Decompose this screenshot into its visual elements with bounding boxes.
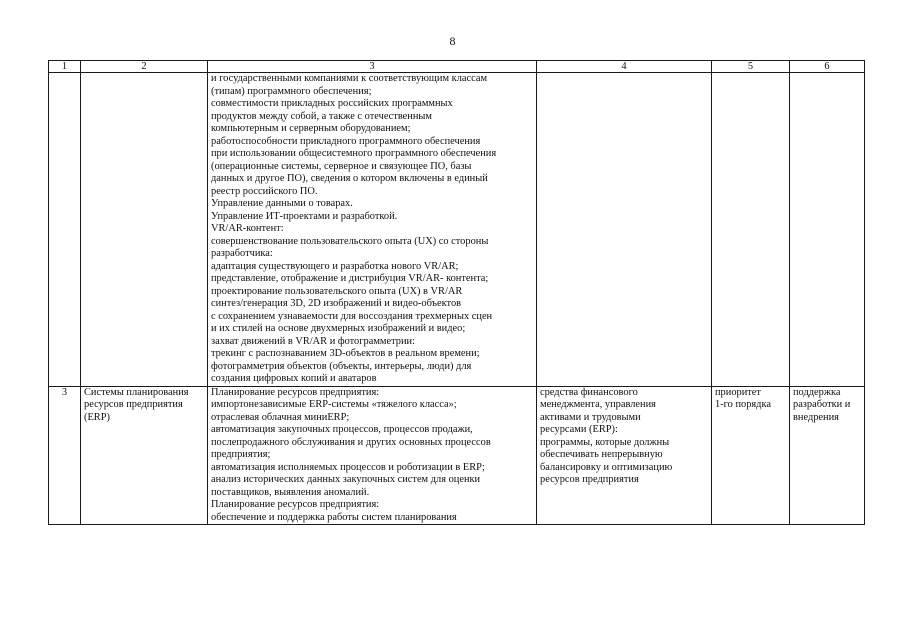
text-line: разработки и xyxy=(793,399,851,410)
text-line: ресурсов предприятия xyxy=(84,399,183,410)
text-line: предприятия; xyxy=(211,449,271,460)
text-line: трекинг с распознаванием 3D-объектов в реальном времени; xyxy=(211,348,480,359)
text-line: (операционные системы, серверное и связующее ПО, базы xyxy=(211,160,472,172)
table-row-3 xyxy=(49,386,865,525)
header-col-5: 5 xyxy=(712,61,790,73)
text-line: послепродажного обслуживания и других основных процессов xyxy=(211,436,491,448)
table-row-continued xyxy=(49,73,865,387)
text-line: менеджмента, управления xyxy=(540,399,656,410)
text-line: синтез/генерация 3D, 2D изображений и видео-объектов xyxy=(211,298,462,309)
text-line: и их стилей на основе двухмерных изображений и видео; xyxy=(211,323,466,334)
text-line: и государственными компаниями к соответствующим классам xyxy=(211,73,488,84)
document-table xyxy=(48,60,865,525)
text-line: работоспособности прикладного программного обеспечения xyxy=(211,135,481,147)
cell-support xyxy=(790,386,865,525)
text-line: Планирование ресурсов предприятия: xyxy=(211,386,380,398)
text-line: внедрения xyxy=(793,411,839,423)
text-line: Управление данными о товарах. xyxy=(211,198,353,209)
text-line: приоритет xyxy=(715,386,761,398)
text-line: VR/AR-контент: xyxy=(211,223,284,234)
header-col-3: 3 xyxy=(208,61,537,73)
text-line: средства финансового xyxy=(540,386,638,398)
cell-tools xyxy=(537,73,712,387)
text-line: продуктов между собой, а также с отечественным xyxy=(211,110,432,122)
text-line: (типам) программного обеспечения; xyxy=(211,85,372,97)
text-line: импортонезависимые ERP-системы «тяжелого класса»; xyxy=(211,399,457,410)
text-line: Системы планирования xyxy=(84,386,189,398)
text-line: представление, отображение и дистрибуция VR/AR- контента; xyxy=(211,273,489,284)
text-line: автоматизация закупочных процессов, процессов продажи, xyxy=(211,424,473,435)
page-number: 8 xyxy=(449,34,456,48)
text-line: программы, которые должны xyxy=(540,436,670,448)
text-line: проектирование пользовательского опыта (UX) в VR/AR xyxy=(211,285,463,297)
text-line: с сохранением узнаваемости для воссоздания трехмерных сцен xyxy=(211,310,493,322)
text-line: реестр российского ПО. xyxy=(211,185,318,197)
text-line: автоматизация исполняемых процессов и роботизации в ERP; xyxy=(211,461,485,473)
cell-priority xyxy=(712,73,790,387)
text-line: Планирование ресурсов предприятия: xyxy=(211,499,380,510)
text-line: балансировку и оптимизацию xyxy=(540,461,673,473)
cell-num: 3 xyxy=(49,386,81,525)
cell-description xyxy=(208,386,537,525)
text-line: отраслевая облачная миниERP; xyxy=(211,411,350,423)
text-line: совместимости прикладных российских программных xyxy=(211,98,453,109)
text-line: захват движений в VR/AR и фотограмметрии: xyxy=(211,335,415,347)
cell-system xyxy=(81,73,208,387)
text-line: (ERP) xyxy=(84,411,110,423)
cell-support xyxy=(790,73,865,387)
header-col-2: 2 xyxy=(81,61,208,73)
cell-tools xyxy=(537,386,712,525)
text-line: совершенствование пользовательского опыта (UX) со стороны xyxy=(211,235,489,247)
text-line: обеспечивать непрерывную xyxy=(540,449,663,460)
text-line: анализ исторических данных закупочных систем для оценки xyxy=(211,474,481,485)
cell-description xyxy=(208,73,537,387)
text-line: 1-го порядка xyxy=(715,399,771,410)
text-line: при использовании общесистемного программного обеспечения xyxy=(211,148,497,159)
cell-system xyxy=(81,386,208,525)
text-line: фотограмметрия объектов (объекты, интерьеры, люди) для xyxy=(211,360,472,372)
text-line: ресурсов предприятия xyxy=(540,474,639,485)
cell-num xyxy=(49,73,81,387)
text-line: обеспечение и поддержка работы систем планирования xyxy=(211,511,457,523)
text-line: адаптация существующего и разработка нового VR/AR; xyxy=(211,260,459,272)
text-line: Управление ИТ-проектами и разработкой. xyxy=(211,210,398,222)
text-line: создания цифровых копий и аватаров xyxy=(211,373,377,384)
text-line: поставщиков, выявления аномалий. xyxy=(211,486,370,498)
text-line: данных и другое ПО), сведения о котором включены в единый xyxy=(211,173,488,184)
text-line: активами и трудовыми xyxy=(540,411,641,423)
header-col-4: 4 xyxy=(537,61,712,73)
text-line: разработчика: xyxy=(211,248,273,259)
table-header-row xyxy=(49,61,865,73)
header-col-6: 6 xyxy=(790,61,865,73)
text-line: поддержка xyxy=(793,386,841,398)
cell-priority xyxy=(712,386,790,525)
text-line: ресурсами (ERP): xyxy=(540,424,618,435)
text-line: компьютерным и серверным оборудованием; xyxy=(211,123,411,134)
header-col-1: 1 xyxy=(49,61,81,73)
